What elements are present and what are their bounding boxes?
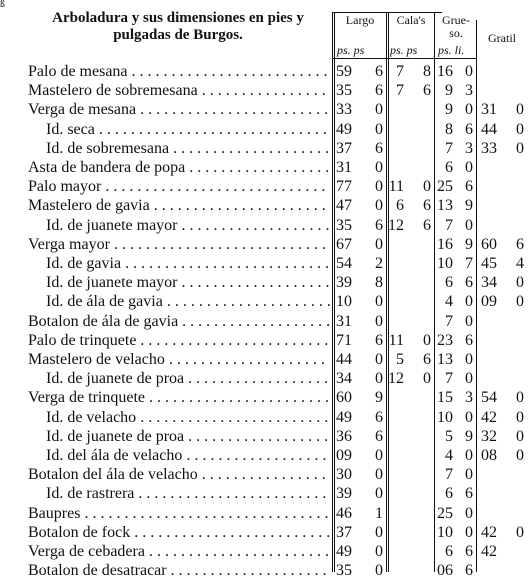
table-row [0, 254, 528, 273]
cell-grueso-minor: 0 [465, 466, 473, 484]
cell-gratil-major: 32 [481, 427, 497, 445]
cell-grueso-minor: 3 [465, 389, 473, 407]
cell-calas-major: 7 [396, 82, 404, 100]
table-title-line-2: pulgadas de Burgos. [113, 27, 243, 43]
cell-largo-minor: 0 [375, 523, 383, 541]
cell-largo-major: 49 [336, 543, 352, 560]
cell-largo-major: 34 [336, 370, 352, 388]
table-row [0, 177, 528, 196]
cell-grueso-major: 15 [437, 389, 453, 407]
cell-largo-major: 49 [336, 120, 352, 138]
cell-grueso-minor: 0 [465, 523, 473, 541]
cell-grueso-major: 8 [445, 120, 453, 138]
cell-grueso-major: 9 [445, 101, 453, 119]
row-label: Botalon de desatracar . . . [28, 561, 330, 580]
cell-grueso-major: 06 [437, 562, 453, 580]
table-row [0, 139, 528, 158]
cell-largo-minor: 0 [375, 120, 383, 138]
row-label: Botalon de ála de gavia . . . [28, 312, 330, 331]
table-row [0, 120, 528, 139]
cell-calas-minor: 0 [423, 178, 431, 196]
table-row [0, 542, 528, 561]
cell-largo-major: 31 [336, 312, 352, 330]
cell-grueso-minor: 0 [465, 408, 473, 426]
cell-largo-minor: 8 [375, 274, 383, 292]
cell-gratil-minor: 0 [516, 293, 524, 311]
cell-largo-minor: 0 [375, 312, 383, 330]
cell-grueso-minor: 0 [465, 63, 473, 80]
table-row [0, 62, 528, 81]
table-row [0, 158, 528, 177]
cell-largo-major: 36 [336, 427, 352, 445]
cell-gratil-major: 42 [481, 523, 497, 541]
cell-gratil-major: 31 [481, 101, 497, 119]
cell-largo-major: 67 [336, 235, 352, 253]
cell-calas-major: 12 [388, 216, 404, 234]
table-row [0, 292, 528, 311]
cell-calas-major: 12 [388, 370, 404, 388]
cell-grueso-major: 7 [445, 139, 453, 157]
table-row [0, 561, 528, 580]
header-top-rule [332, 12, 442, 13]
cell-calas-minor: 6 [423, 82, 431, 100]
cell-calas-minor: 0 [423, 370, 431, 388]
table-row [0, 312, 528, 331]
cell-largo-minor: 2 [375, 255, 383, 272]
cell-largo-minor: 6 [375, 63, 383, 80]
cell-grueso-minor: 0 [465, 101, 473, 119]
cell-largo-minor: 0 [375, 562, 383, 580]
cell-grueso-minor: 6 [465, 562, 473, 580]
cell-grueso-major: 6 [445, 543, 453, 560]
cell-gratil-major: 42 [481, 543, 497, 560]
cell-calas-minor: 8 [423, 63, 431, 80]
table-row [0, 100, 528, 119]
table-title-line-1: Arboladura y sus dimensiones en pies y [52, 10, 304, 26]
cell-grueso-minor: 0 [465, 351, 473, 368]
header-bottom-rule [332, 58, 476, 59]
cell-calas-major: 11 [388, 178, 404, 196]
cell-grueso-major: 25 [437, 504, 453, 522]
cell-grueso-minor: 0 [465, 370, 473, 388]
cell-grueso-major: 7 [445, 370, 453, 388]
cell-grueso-minor: 9 [465, 427, 473, 445]
row-label: Id. del ála de velacho . . . [46, 446, 330, 465]
cell-largo-major: 33 [336, 101, 352, 119]
cell-grueso-minor: 6 [465, 485, 473, 503]
cell-grueso-minor: 0 [465, 293, 473, 311]
table-row [0, 369, 528, 388]
cell-largo-major: 59 [336, 63, 352, 80]
row-label: Id. de gavia . . . [46, 254, 330, 273]
corner-mark: ß [0, 0, 5, 10]
cell-largo-minor: 6 [375, 216, 383, 234]
cell-largo-minor: 0 [375, 159, 383, 176]
cell-largo-minor: 6 [375, 82, 383, 100]
cell-largo-minor: 0 [375, 543, 383, 560]
column-header-gratil: Gratil [488, 31, 516, 45]
cell-calas-minor: 6 [423, 216, 431, 234]
cell-largo-major: 77 [336, 178, 352, 196]
cell-grueso-major: 10 [437, 523, 453, 541]
cell-gratil-major: 54 [481, 389, 497, 407]
cell-gratil-minor: 0 [516, 427, 524, 445]
cell-grueso-major: 6 [445, 274, 453, 292]
cell-grueso-minor: 0 [465, 159, 473, 176]
cell-largo-minor: 0 [375, 447, 383, 464]
table-row [0, 235, 528, 254]
cell-gratil-minor: 0 [516, 120, 524, 138]
cell-grueso-major: 10 [437, 255, 453, 272]
row-label: Botalon del ála de velacho . . . [28, 465, 330, 484]
cell-largo-major: 54 [336, 255, 352, 272]
row-label: Mastelero de sobremesana . . . [28, 81, 330, 100]
row-label: Id. seca . . . [46, 120, 330, 139]
cell-largo-minor: 0 [375, 485, 383, 503]
row-label: Mastelero de gavia . . . [28, 196, 330, 215]
table-row [0, 523, 528, 542]
row-label: Verga de trinquete . . . [28, 388, 330, 407]
cell-largo-major: 37 [336, 523, 352, 541]
cell-calas-minor: 6 [423, 351, 431, 368]
cell-grueso-major: 7 [445, 216, 453, 234]
subheader-largo: ps. ps [337, 43, 365, 57]
cell-largo-minor: 6 [375, 427, 383, 445]
cell-grueso-minor: 9 [465, 197, 473, 215]
cell-largo-major: 39 [336, 274, 352, 292]
row-label: Botalon de fock . . . [28, 523, 330, 542]
cell-grueso-minor: 0 [465, 216, 473, 234]
row-label: Id. de velacho . . . [46, 408, 330, 427]
cell-largo-major: 30 [336, 466, 352, 484]
cell-largo-minor: 1 [375, 504, 383, 522]
subheader-grueso: ps. li. [438, 43, 465, 57]
row-label: Verga mayor . . . [28, 235, 330, 254]
row-label: Verga de cebadera . . . [28, 542, 330, 561]
row-label: Id. de juanete de proa . . . [46, 427, 330, 446]
cell-grueso-major: 16 [437, 63, 453, 80]
cell-largo-major: 47 [336, 197, 352, 215]
cell-gratil-minor: 0 [516, 389, 524, 407]
cell-gratil-minor: 0 [516, 139, 524, 157]
cell-gratil-major: 45 [481, 255, 497, 272]
cell-grueso-minor: 7 [465, 255, 473, 272]
cell-grueso-major: 4 [445, 447, 453, 464]
cell-gratil-major: 08 [481, 447, 497, 464]
table-row [0, 196, 528, 215]
row-label: Id. de juanete de proa . . . [46, 369, 330, 388]
cell-grueso-minor: 0 [465, 312, 473, 330]
cell-grueso-major: 10 [437, 408, 453, 426]
row-label: Id. de juanete mayor . . . [46, 273, 330, 292]
cell-grueso-minor: 6 [465, 331, 473, 349]
cell-calas-major: 6 [396, 197, 404, 215]
cell-largo-major: 39 [336, 485, 352, 503]
cell-largo-minor: 0 [375, 178, 383, 196]
cell-grueso-minor: 6 [465, 178, 473, 196]
subheader-calas: ps. ps [390, 43, 418, 57]
row-label: Palo de trinquete . . . [28, 331, 330, 350]
row-label: Id. de rastrera . . . [46, 484, 330, 503]
cell-gratil-minor: 0 [516, 101, 524, 119]
cell-gratil-major: 42 [481, 408, 497, 426]
row-label: Id. de ála de gavia . . . [46, 292, 330, 311]
table-row [0, 388, 528, 407]
row-label: Palo de mesana . . . [28, 62, 330, 81]
column-header-grueso-line-1: Grue- [442, 13, 470, 27]
row-label: Id. de juanete mayor . . . [46, 216, 330, 235]
cell-calas-major: 5 [396, 351, 404, 368]
cell-gratil-minor: 0 [516, 523, 524, 541]
cell-calas-minor: 0 [423, 331, 431, 349]
cell-largo-minor: 6 [375, 139, 383, 157]
table-row [0, 504, 528, 523]
cell-largo-minor: 9 [375, 389, 383, 407]
cell-gratil-major: 09 [481, 293, 497, 311]
cell-grueso-minor: 3 [465, 82, 473, 100]
cell-largo-major: 71 [336, 331, 352, 349]
cell-gratil-minor: 6 [516, 235, 524, 253]
cell-largo-minor: 0 [375, 101, 383, 119]
cell-largo-major: 35 [336, 82, 352, 100]
row-label: Baupres . . . [28, 504, 330, 523]
cell-grueso-minor: 3 [465, 139, 473, 157]
cell-grueso-major: 7 [445, 312, 453, 330]
cell-gratil-major: 60 [481, 235, 497, 253]
cell-largo-minor: 0 [375, 370, 383, 388]
cell-grueso-major: 5 [445, 427, 453, 445]
row-label: Verga de mesana . . . [28, 100, 330, 119]
cell-largo-major: 46 [336, 504, 352, 522]
cell-largo-major: 35 [336, 216, 352, 234]
column-header-calas: Cala's [396, 13, 426, 27]
cell-largo-major: 37 [336, 139, 352, 157]
cell-gratil-minor: 4 [516, 255, 524, 272]
cell-largo-major: 49 [336, 408, 352, 426]
cell-largo-major: 60 [336, 389, 352, 407]
cell-calas-minor: 6 [423, 197, 431, 215]
cell-grueso-minor: 0 [465, 447, 473, 464]
cell-largo-minor: 0 [375, 466, 383, 484]
cell-grueso-minor: 9 [465, 235, 473, 253]
table-row [0, 408, 528, 427]
cell-gratil-minor: 0 [516, 274, 524, 292]
table-title [28, 10, 328, 44]
cell-largo-minor: 0 [375, 293, 383, 311]
cell-grueso-major: 4 [445, 293, 453, 311]
cell-grueso-minor: 0 [465, 504, 473, 522]
cell-calas-major: 7 [396, 63, 404, 80]
cell-grueso-major: 7 [445, 466, 453, 484]
cell-gratil-minor: 0 [516, 447, 524, 464]
cell-gratil-major: 44 [481, 120, 497, 138]
table-row [0, 427, 528, 446]
table-row [0, 81, 528, 100]
cell-largo-minor: 0 [375, 197, 383, 215]
cell-largo-major: 35 [336, 562, 352, 580]
cell-largo-minor: 6 [375, 331, 383, 349]
cell-largo-major: 44 [336, 351, 352, 368]
row-label: Asta de bandera de popa . . . [28, 158, 330, 177]
cell-grueso-major: 6 [445, 159, 453, 176]
table-row [0, 446, 528, 465]
cell-grueso-major: 9 [445, 82, 453, 100]
cell-grueso-major: 13 [437, 197, 453, 215]
cell-grueso-major: 16 [437, 235, 453, 253]
cell-largo-minor: 6 [375, 408, 383, 426]
table-row [0, 350, 528, 369]
cell-grueso-minor: 6 [465, 274, 473, 292]
cell-grueso-major: 6 [445, 485, 453, 503]
row-label: Palo mayor . . . [28, 177, 330, 196]
table-row [0, 216, 528, 235]
column-header-grueso-line-2: so. [449, 26, 463, 40]
cell-grueso-major: 25 [437, 178, 453, 196]
table-row [0, 331, 528, 350]
cell-gratil-major: 34 [481, 274, 497, 292]
cell-gratil-major: 33 [481, 139, 497, 157]
cell-grueso-major: 23 [437, 331, 453, 349]
cell-largo-major: 09 [336, 447, 352, 464]
cell-grueso-major: 13 [437, 351, 453, 368]
row-label: Id. de sobremesana . . . [46, 139, 330, 158]
cell-largo-minor: 0 [375, 235, 383, 253]
cell-gratil-minor: 0 [516, 408, 524, 426]
row-label: Mastelero de velacho . . . [28, 350, 330, 369]
column-header-grueso [436, 14, 476, 40]
table-row [0, 465, 528, 484]
cell-largo-minor: 0 [375, 351, 383, 368]
cell-largo-major: 31 [336, 159, 352, 176]
column-header-largo: Largo [345, 13, 375, 27]
cell-grueso-minor: 6 [465, 120, 473, 138]
table-row [0, 484, 528, 503]
cell-grueso-minor: 6 [465, 543, 473, 560]
cell-calas-major: 11 [388, 331, 404, 349]
cell-largo-major: 10 [336, 293, 352, 311]
table-row [0, 273, 528, 292]
